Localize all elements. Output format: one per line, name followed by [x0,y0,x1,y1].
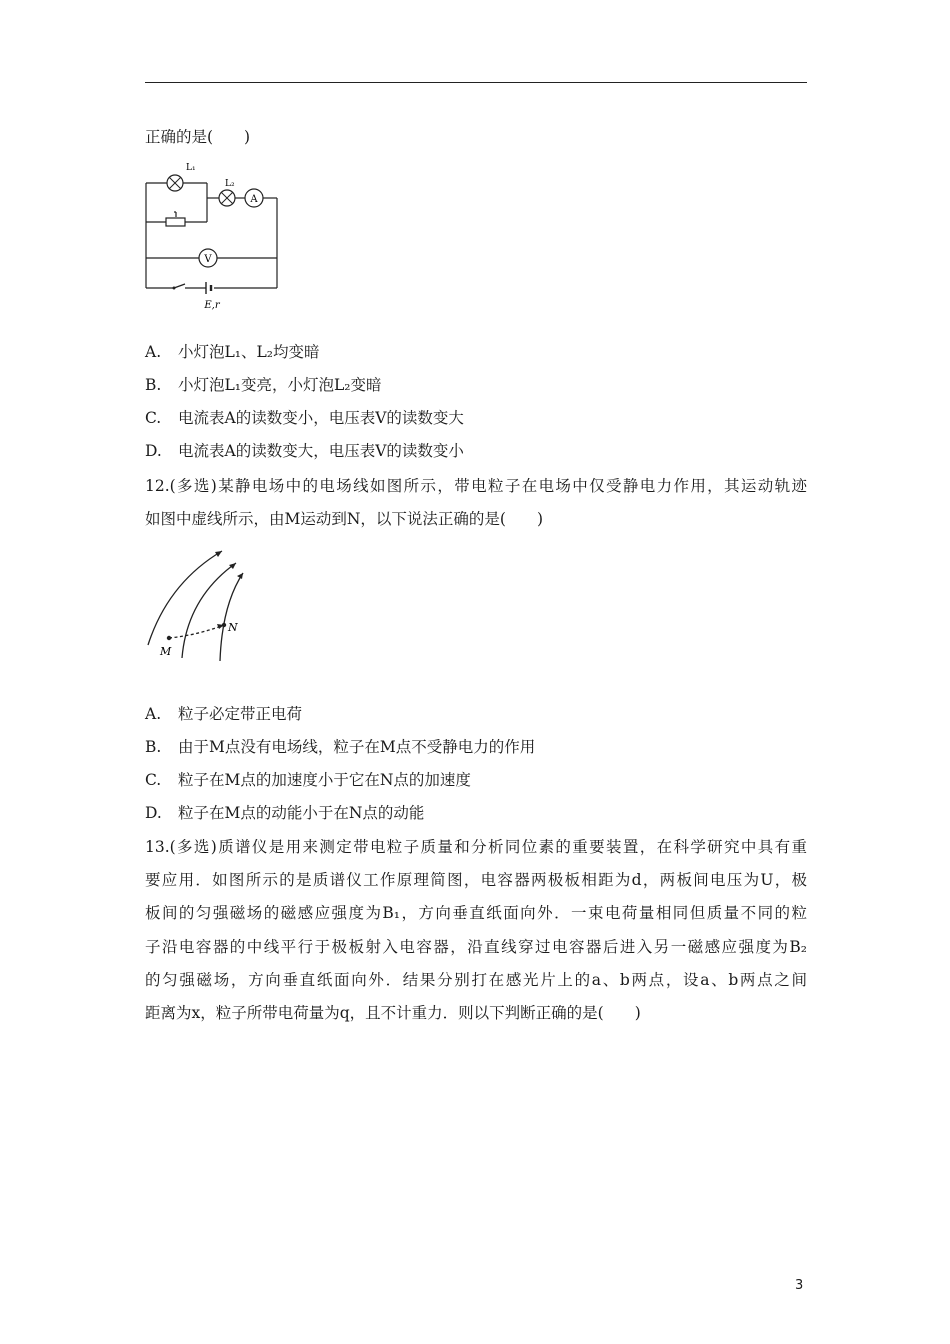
q12-stem-line-1: 12.(多选)某静电场中的电场线如图所示，带电粒子在电场中仅受静电力作用，其运动轨迹 [145,477,807,495]
q11-option-a[interactable] [145,342,320,362]
q11-option-d[interactable] [145,441,464,461]
q13-stem-line-3: 板间的匀强磁场的磁感应强度为B₁，方向垂直纸面向外．一束电荷量相同但质量不同的粒 [145,904,807,923]
q13-stem-line-6: 距离为x，粒子所带电荷量为q，且不计重力．则以下判断正确的是( ) [145,1003,641,1022]
label-ammeter: A [250,194,258,205]
q12-stem [145,476,807,542]
q11-circuit-diagram [140,156,290,316]
option-text: 电流表A的读数变大，电压表V的读数变小 [178,442,464,460]
label-voltmeter: V [204,254,212,265]
q12-option-a[interactable] [145,704,302,724]
label-n: N [228,621,238,634]
option-text: 小灯泡L₁、L₂均变暗 [178,343,320,361]
label-source: E,r [204,300,220,311]
label-l2: L₂ [225,179,235,189]
q13-stem [145,837,807,1036]
option-letter: C. [145,771,162,789]
q12-option-b[interactable] [145,737,535,757]
option-text: 由于M点没有电场线，粒子在M点不受静电力的作用 [178,738,536,756]
q12-stem-line-2: 如图中虚线所示，由M运动到N，以下说法正确的是( ) [145,510,544,529]
option-text: 小灯泡L₁变亮，小灯泡L₂变暗 [178,376,382,394]
trajectory-dashed [169,625,224,638]
point-m-icon [167,636,171,640]
option-letter: A. [145,705,162,723]
q13-stem-line-2: 要应用．如图所示的是质谱仪工作原理简图，电容器两极板相距为d，两板间电压为U，极 [145,871,807,890]
q12-field-diagram [140,543,255,663]
header-rule [145,82,807,83]
q12-option-c[interactable] [145,770,471,790]
option-text: 电流表A的读数变小，电压表V的读数变大 [178,409,464,427]
q13-stem-line-1: 13.(多选)质谱仪是用来测定带电粒子质量和分析同位素的重要装置，在科学研究中具有重 [145,838,807,856]
option-letter: A. [145,343,162,361]
option-text: 粒子在M点的动能小于在N点的动能 [178,804,425,822]
option-text: 粒子在M点的加速度小于它在N点的加速度 [178,771,471,789]
option-letter: C. [145,409,162,427]
q12-option-d[interactable] [145,803,424,823]
point-n-icon [222,623,226,627]
q11-option-b[interactable] [145,375,382,395]
option-letter: B. [145,738,162,756]
option-text: 粒子必定带正电荷 [178,705,303,723]
q13-stem-line-4: 子沿电容器的中线平行于极板射入电容器，沿直线穿过电容器后进入另一磁感应强度为B₂ [145,937,807,956]
option-letter: D. [145,804,162,822]
label-l1: L₁ [186,163,196,173]
q13-stem-line-5: 的匀强磁场，方向垂直纸面向外．结果分别打在感光片上的a、b两点，设a、b两点之间 [145,970,807,989]
option-letter: D. [145,442,162,460]
q11-stem-tail: 正确的是( ) [145,128,251,146]
page-number: 3 [795,1278,804,1293]
label-m: M [160,645,172,658]
option-letter: B. [145,376,162,394]
q11-option-c[interactable] [145,408,464,428]
